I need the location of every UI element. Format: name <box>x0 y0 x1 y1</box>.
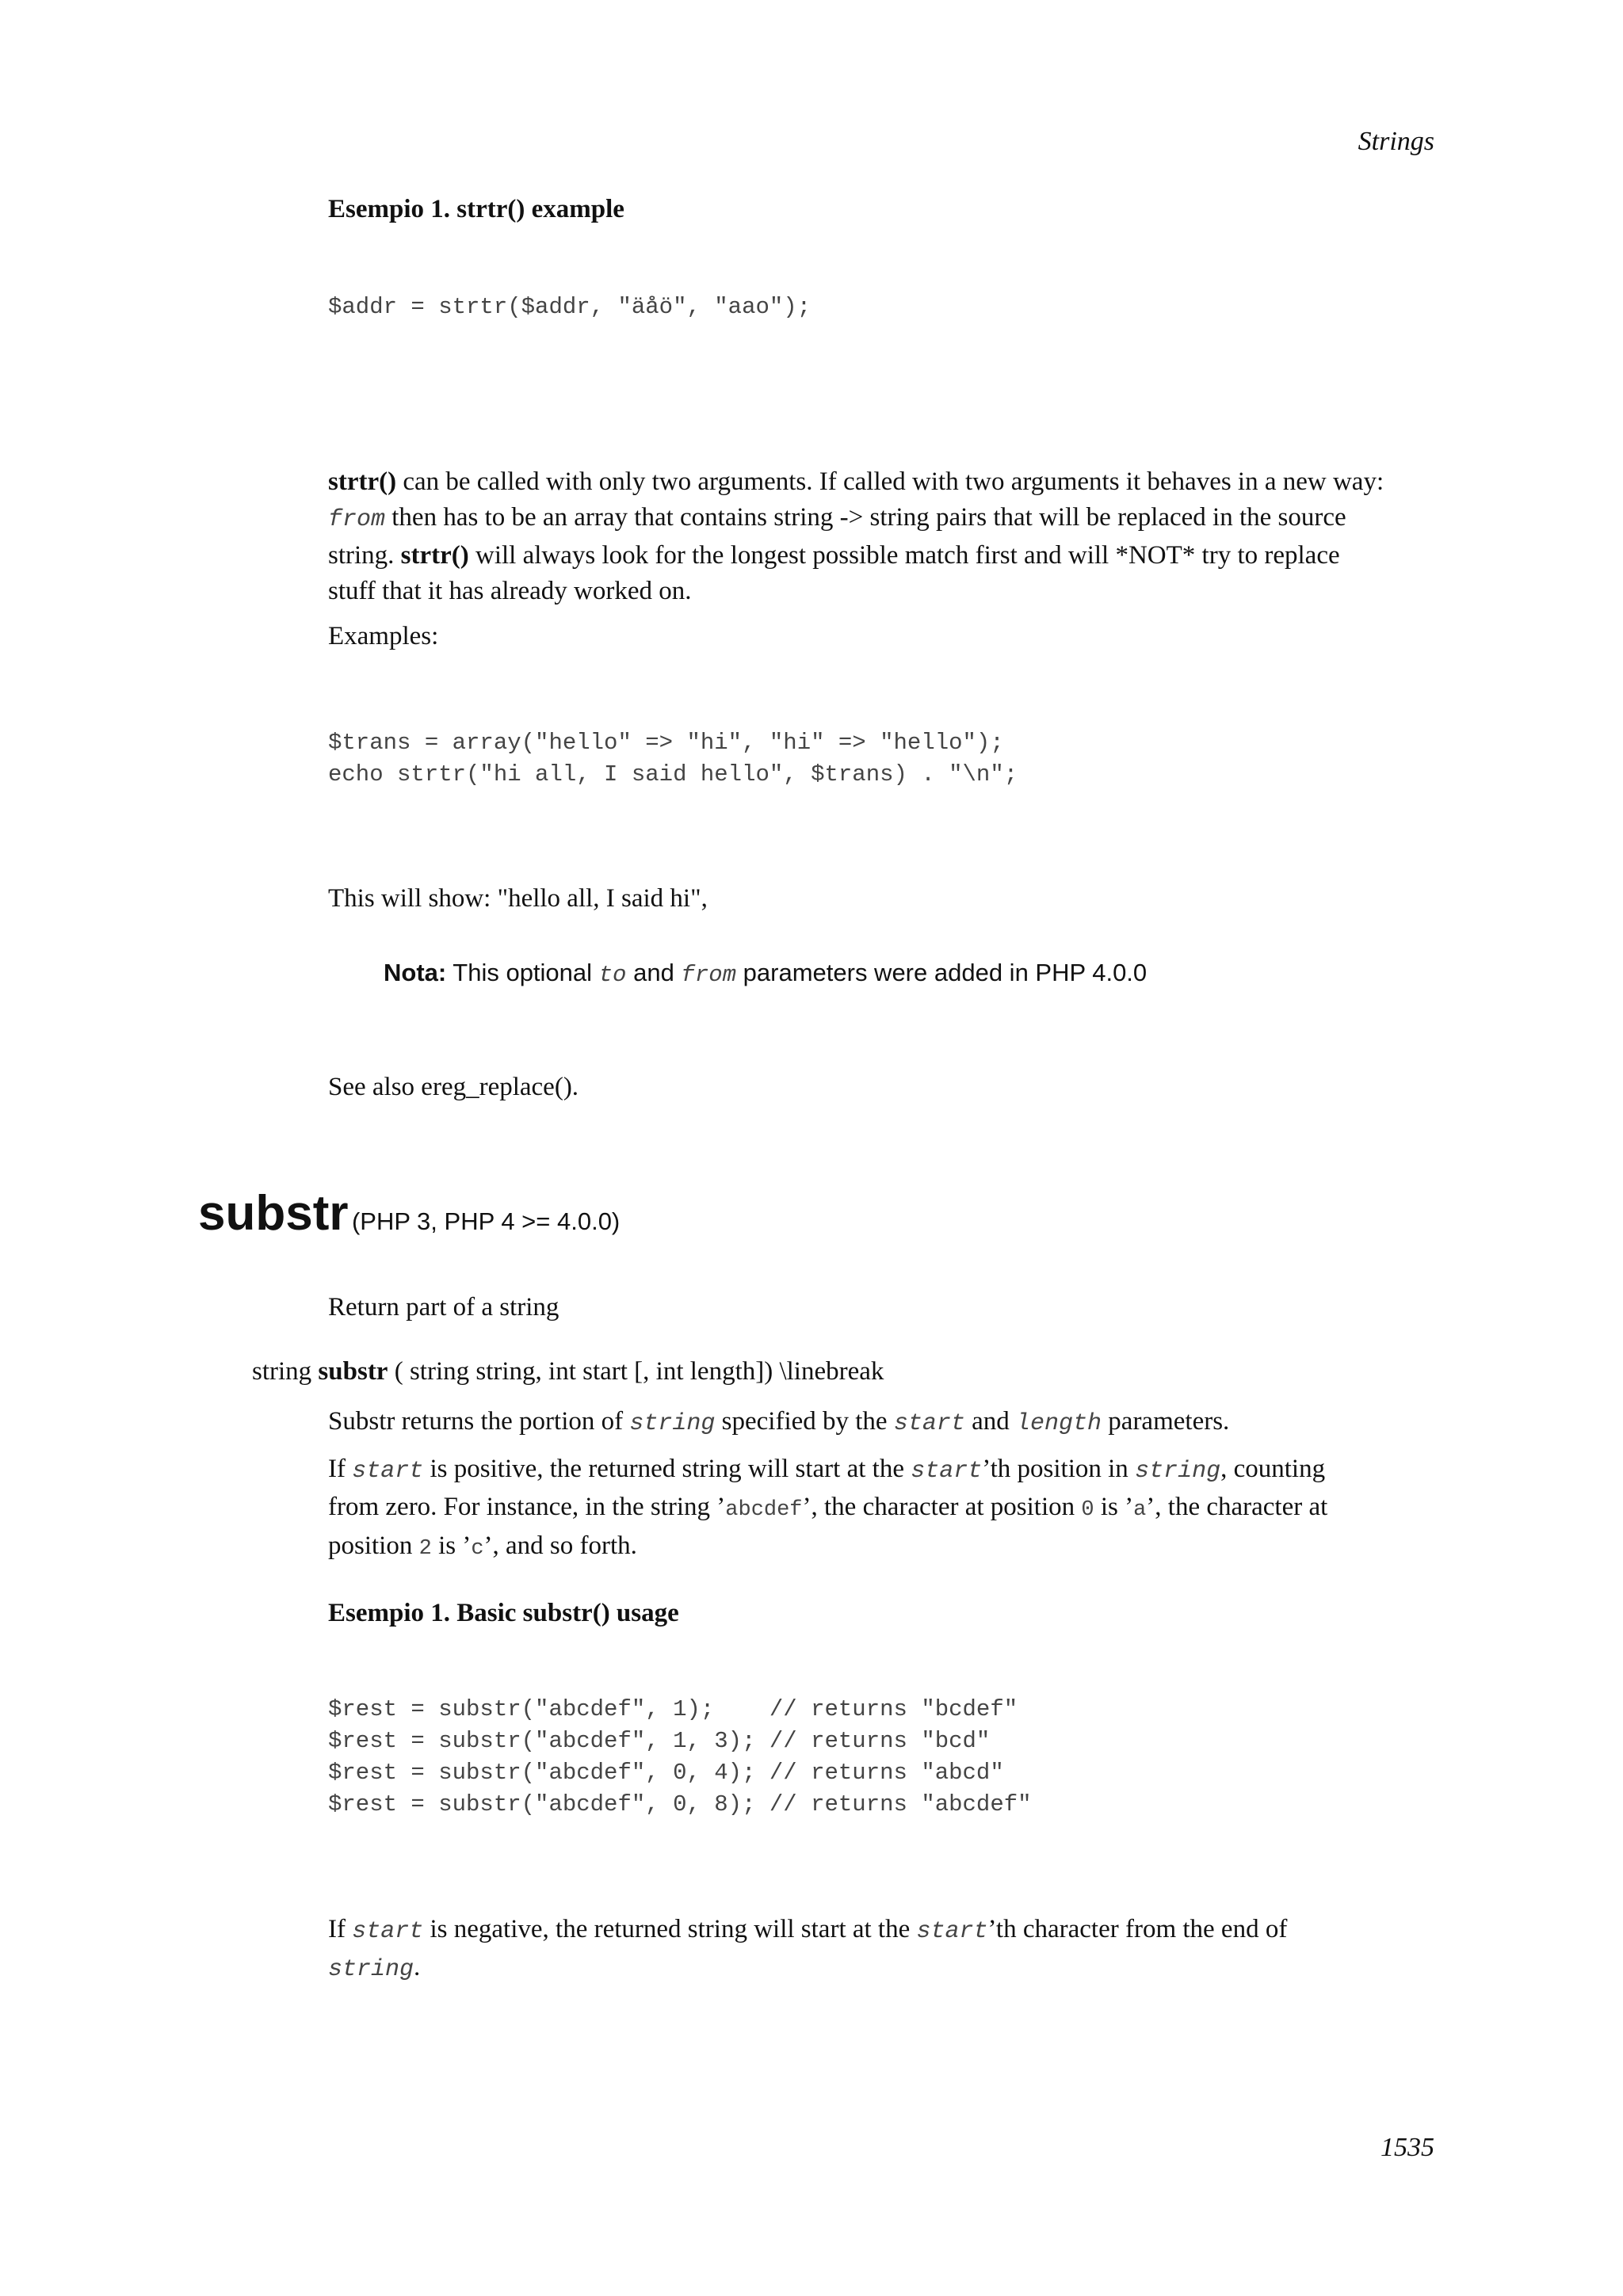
function-name: substr <box>318 1357 388 1386</box>
paragraph-substr-negative-start: If start is negative, the returned string will start at the start’th character from the end of string. <box>328 1915 1288 1983</box>
function-synopsis: string substr ( string string, int start [, int length]) \linebreak <box>252 1357 884 1386</box>
parameter-name: start <box>893 1410 965 1437</box>
parameter-name: to <box>598 962 627 988</box>
result-text: This will show: "hello all, I said hi", <box>328 884 708 913</box>
refpurpose: Return part of a string <box>328 1293 559 1322</box>
function-name: strtr() <box>328 467 397 496</box>
function-name: strtr() <box>400 541 469 570</box>
examples-label: Examples: <box>328 622 439 650</box>
note: Nota: This optional to and from parameters were added in PHP 4.0.0 <box>384 959 1148 988</box>
literal: abcdef <box>725 1498 803 1522</box>
code-block-strtr-examples: $trans = array("hello" => "hi", "hi" => "hello"); echo strtr("hi all, I said hello", $trans) . "\n"; <box>328 730 1018 788</box>
literal: c <box>471 1537 484 1561</box>
function-title: substr <box>198 1186 349 1241</box>
page-number: 1535 <box>1381 2133 1434 2162</box>
literal: 2 <box>418 1537 432 1561</box>
paragraph-substr-positive-start: If start is positive, the returned string will start at the start’th position in string, counting from zero. For instance, in the string ’abcdef’, the character at position 0 is ’a’, the character at position 2 is ’c’, and so forth. <box>328 1455 1328 1561</box>
parameter-name: start <box>352 1918 424 1945</box>
parameter-name: string <box>328 1956 414 1983</box>
parameter-name: length <box>1016 1410 1102 1437</box>
literal: a <box>1133 1498 1147 1522</box>
parameter-name: from <box>681 962 737 988</box>
example-title-strtr: Esempio 1. strtr() example <box>328 195 624 223</box>
paragraph-substr-description: Substr returns the portion of string specified by the start and length parameters. <box>328 1407 1230 1437</box>
note-label: Nota: <box>384 959 447 986</box>
paragraph-strtr-two-args: strtr() can be called with only two arguments. If called with two arguments it behaves in a new way: from then has to be an array that contains string -> string pairs that will be replaced in the source string. strtr() will always look for the longest possible match first and will *NOT* try to replace stuff that it has already worked on. <box>328 467 1384 605</box>
version-info: (PHP 3, PHP 4 >= 4.0.0) <box>351 1207 621 1235</box>
example-title-substr: Esempio 1. Basic substr() usage <box>328 1599 679 1627</box>
running-head: Strings <box>1358 127 1434 156</box>
literal: 0 <box>1081 1498 1094 1522</box>
parameter-name: start <box>352 1458 424 1485</box>
parameter-name: start <box>916 1918 988 1945</box>
code-block-substr: $rest = substr("abcdef", 1); // returns "bcdef" $rest = substr("abcdef", 1, 3); // returns "bcd" $rest = substr("abcdef", 0, 4); // returns "abcd" $rest = substr("abcdef", 0, 8); // returns "abcdef" <box>328 1696 1032 1817</box>
code-block-strtr: $addr = strtr($addr, "äåö", "aao"); <box>328 294 812 320</box>
reference-heading-substr <box>198 1185 620 1241</box>
parameter-name: string <box>1135 1458 1221 1485</box>
parameter-name: start <box>911 1458 983 1485</box>
see-also: See also ereg_replace(). <box>328 1073 579 1101</box>
parameter-name: from <box>328 506 386 533</box>
parameter-name: string <box>629 1410 716 1437</box>
